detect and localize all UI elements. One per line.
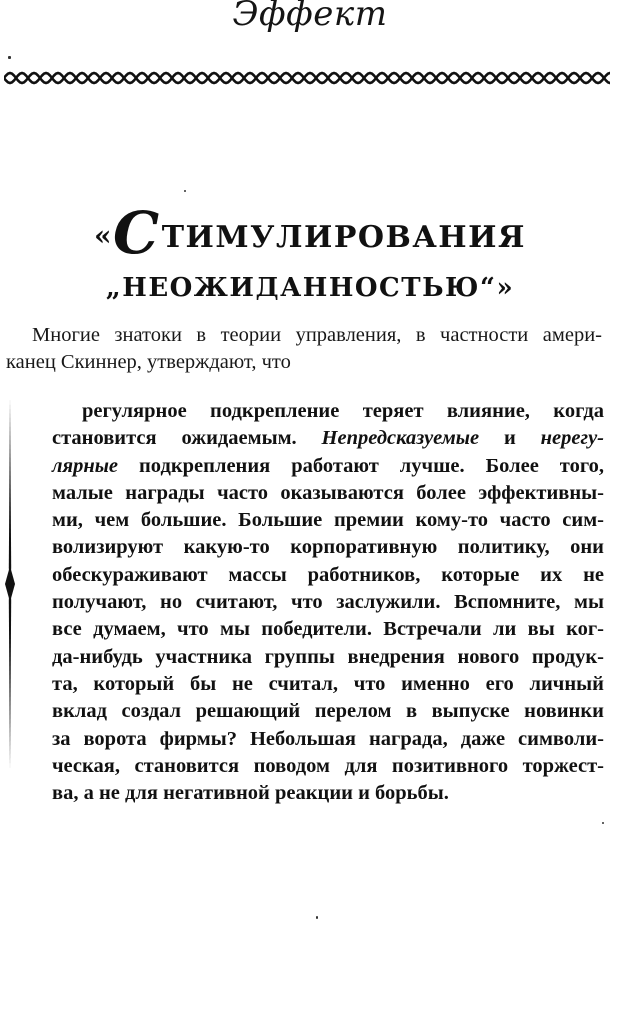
quote-text-run: и: [479, 427, 541, 450]
quote-ornament-bar: [4, 398, 16, 770]
page-speck: [602, 822, 604, 824]
quote-line: получают, но считают, что заслужили. Вспомните, мы: [52, 591, 604, 614]
quote-line: регулярное подкрепление теряет влияние, когда: [82, 400, 604, 422]
wavy-divider: [4, 66, 610, 90]
page-speck: [8, 56, 11, 59]
quote-line: [52, 425, 604, 452]
title-drop-cap: С: [113, 199, 161, 267]
quote-line: волизируют какую-то корпоративную политику, они: [52, 536, 604, 559]
running-head-title: Эффект: [232, 0, 388, 34]
quote-line: за ворота фирмы? Небольшая награда, даже символи-: [52, 727, 604, 750]
intro-line: Многие знатоки в теории управления, в частности амери-: [32, 324, 602, 346]
quote-text-run: становится ожидаемым.: [52, 427, 322, 450]
quote-line: ва, а не для негативной реакции и борьбы.: [52, 782, 449, 805]
title-line-1: [0, 199, 620, 267]
page-speck: [316, 916, 318, 919]
quote-line: [52, 453, 604, 480]
quote-line: да-нибудь участника группы внедрения нового продук-: [52, 645, 604, 668]
quote-text-run: подкрепления работают лучше. Более того,: [118, 454, 604, 477]
title-open-quote: «: [94, 219, 114, 252]
quote-line: ческая, становится поводом для позитивного торжест-: [52, 754, 604, 777]
quote-line: все думаем, что мы победители. Встречали ли вы ког-: [52, 618, 604, 641]
intro-line: канец Скиннер, утверждают, что: [6, 351, 291, 373]
quote-emphasis: Непредсказуемые: [321, 427, 480, 450]
intro-paragraph: [6, 322, 602, 376]
title-line-2: „НЕОЖИДАННОСТЬЮ“»: [105, 273, 515, 303]
quote-emphasis: лярные: [52, 454, 119, 477]
quote-line: ми, чем большие. Большие премии кому-то часто сим-: [52, 509, 604, 532]
quoted-passage: [52, 398, 604, 807]
chapter-title: [0, 199, 620, 308]
quote-line: вклад создал решающий перелом в выпуске новинки: [52, 700, 604, 723]
quote-line: обескураживают массы работников, которые их не: [52, 563, 604, 586]
title-line-1-text: ТИМУЛИРОВАНИЯ: [161, 220, 526, 255]
page-speck: [184, 190, 186, 192]
quote-emphasis: нерегу-: [540, 427, 604, 450]
quote-line: малые награды часто оказываются более эффективны-: [52, 481, 604, 504]
quote-line: та, который бы не считал, что именно его личный: [52, 672, 604, 695]
